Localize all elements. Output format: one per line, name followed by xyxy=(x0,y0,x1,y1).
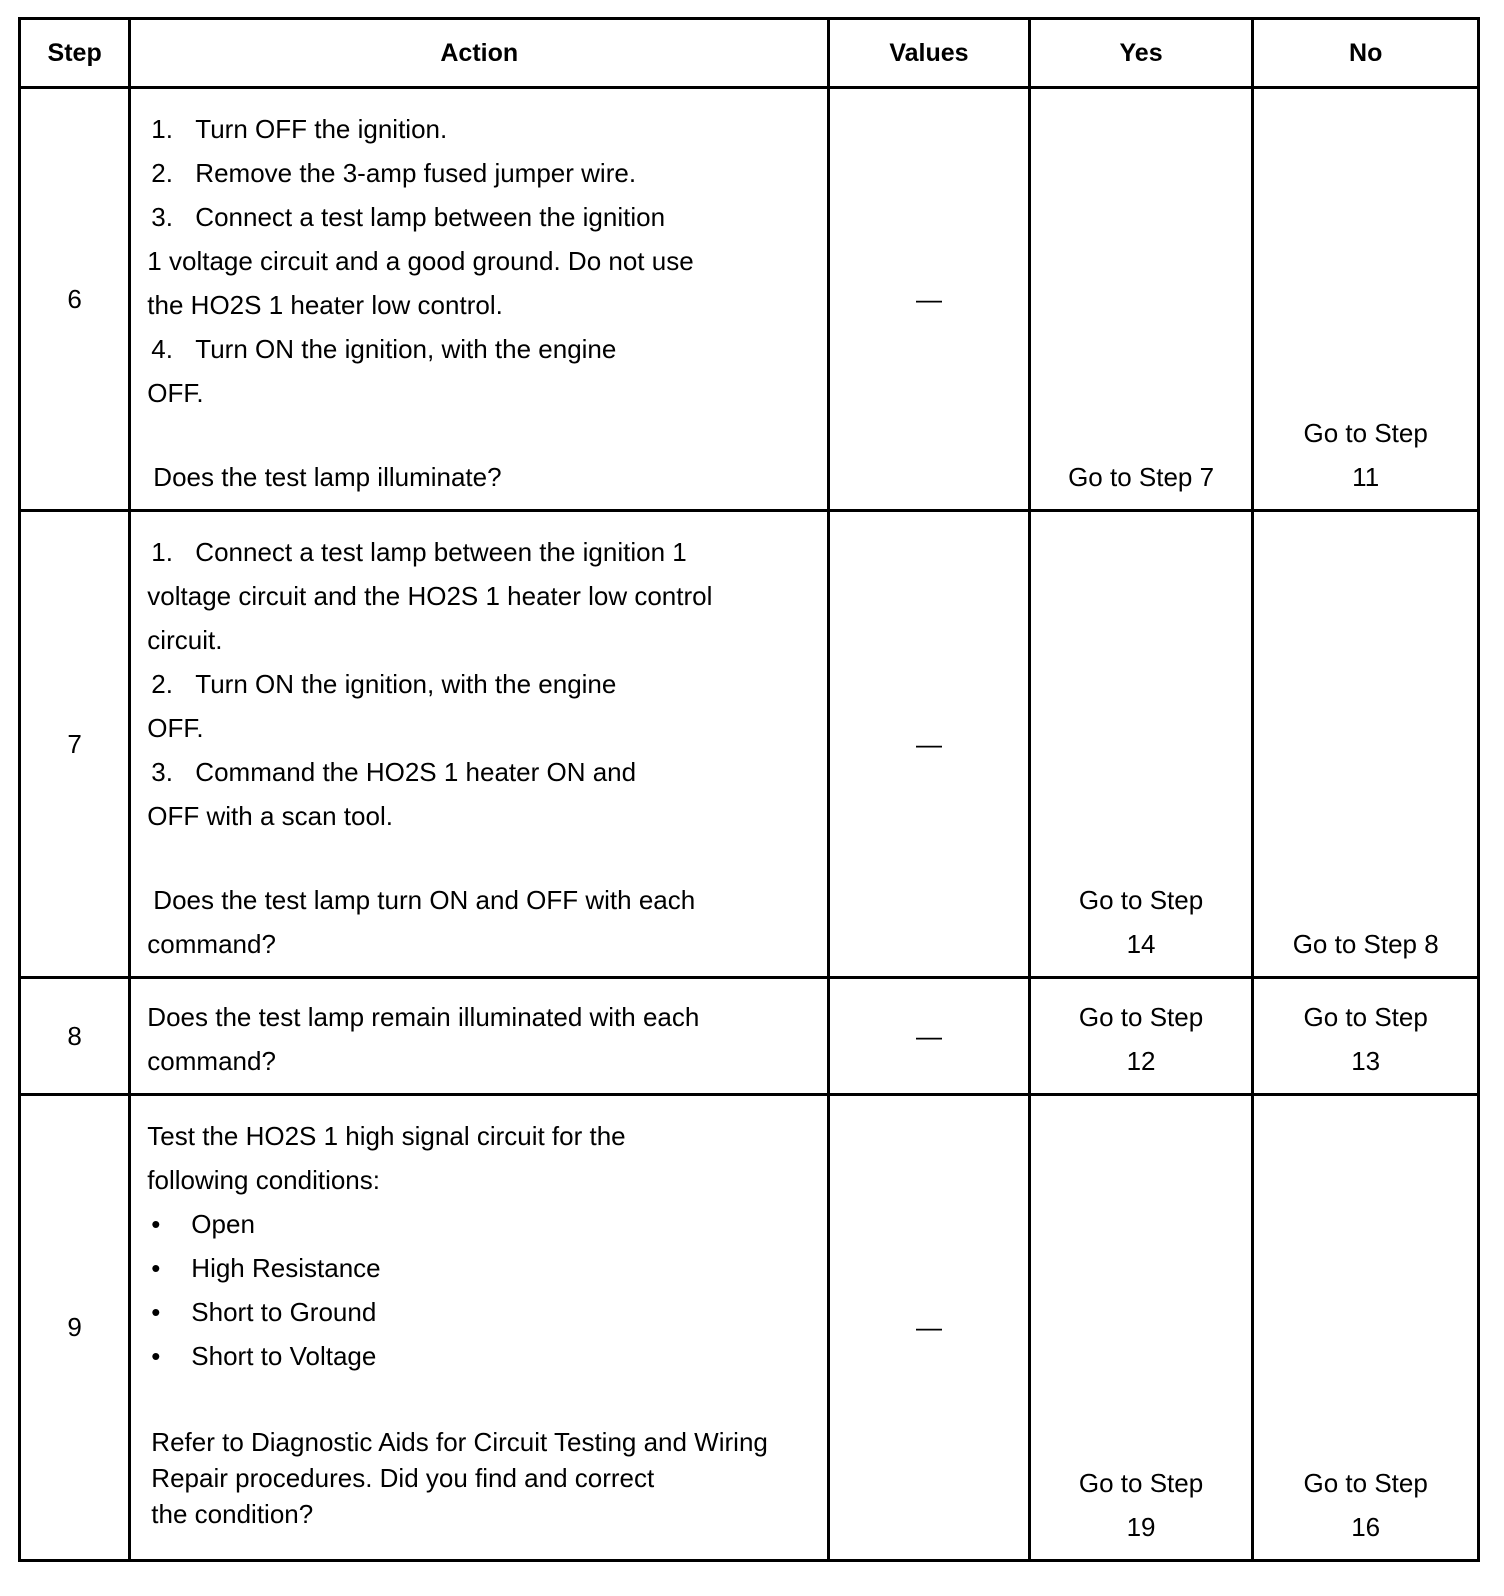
action-question: Repair procedures. Did you find and correct xyxy=(151,1463,655,1493)
action-question: Does the test lamp illuminate? xyxy=(153,462,502,492)
yes-cell: Go to Step 19 xyxy=(1029,1095,1253,1561)
header-action: Action xyxy=(130,19,829,88)
action-cell xyxy=(130,1095,829,1561)
action-cell xyxy=(130,511,829,978)
yes-cell: Go to Step 7 xyxy=(1029,88,1253,511)
no-cell: Go to Step 8 xyxy=(1253,511,1479,978)
bullet-item: • Open xyxy=(151,1209,255,1239)
action-line: Does the test lamp remain illuminated with each xyxy=(147,1002,700,1032)
values-cell: — xyxy=(829,88,1030,511)
table-row xyxy=(20,88,1479,511)
header-no: No xyxy=(1253,19,1479,88)
values-cell: — xyxy=(829,511,1030,978)
action-line: circuit. xyxy=(147,625,223,655)
action-line: 2. Remove the 3-amp fused jumper wire. xyxy=(151,158,637,188)
action-line: following conditions: xyxy=(147,1165,380,1195)
action-question: command? xyxy=(147,929,276,959)
no-cell: Go to Step 11 xyxy=(1253,88,1479,511)
table-row xyxy=(20,978,1479,1095)
header-yes: Yes xyxy=(1029,19,1253,88)
action-line: 1. Turn OFF the ignition. xyxy=(151,114,448,144)
header-row xyxy=(20,19,1479,88)
yes-cell: Go to Step 12 xyxy=(1029,978,1253,1095)
bullet-item: • Short to Voltage xyxy=(151,1341,377,1371)
action-line: 1 voltage circuit and a good ground. Do not use xyxy=(147,246,694,276)
step-number: 9 xyxy=(20,1095,130,1561)
action-line: the HO2S 1 heater low control. xyxy=(147,290,503,320)
action-line: 3. Connect a test lamp between the ignition xyxy=(151,202,666,232)
action-line: OFF. xyxy=(147,713,204,743)
step-number: 7 xyxy=(20,511,130,978)
action-line: 4. Turn ON the ignition, with the engine xyxy=(151,334,617,364)
diagnostic-table xyxy=(18,17,1480,1562)
action-cell xyxy=(130,88,829,511)
step-number: 8 xyxy=(20,978,130,1095)
action-line: command? xyxy=(147,1046,276,1076)
table-row xyxy=(20,1095,1479,1561)
action-cell xyxy=(130,978,829,1095)
action-line: OFF. xyxy=(147,378,204,408)
action-line: 1. Connect a test lamp between the ignition 1 xyxy=(151,537,687,567)
yes-cell: Go to Step 14 xyxy=(1029,511,1253,978)
action-question: Refer to Diagnostic Aids for Circuit Testing and Wiring xyxy=(151,1427,768,1457)
table-row xyxy=(20,511,1479,978)
header-step: Step xyxy=(20,19,130,88)
values-cell: — xyxy=(829,978,1030,1095)
header-values: Values xyxy=(829,19,1030,88)
action-question: Does the test lamp turn ON and OFF with each xyxy=(153,885,696,915)
action-line: 2. Turn ON the ignition, with the engine xyxy=(151,669,617,699)
bullet-item: • Short to Ground xyxy=(151,1297,377,1327)
no-cell: Go to Step 13 xyxy=(1253,978,1479,1095)
values-cell: — xyxy=(829,1095,1030,1561)
action-line: 3. Command the HO2S 1 heater ON and xyxy=(151,757,637,787)
action-line: OFF with a scan tool. xyxy=(147,801,393,831)
step-number: 6 xyxy=(20,88,130,511)
bullet-item: • High Resistance xyxy=(151,1253,381,1283)
action-question: the condition? xyxy=(151,1499,314,1529)
no-cell: Go to Step 16 xyxy=(1253,1095,1479,1561)
action-line: Test the HO2S 1 high signal circuit for the xyxy=(147,1121,626,1151)
action-line: voltage circuit and the HO2S 1 heater low control xyxy=(147,581,713,611)
